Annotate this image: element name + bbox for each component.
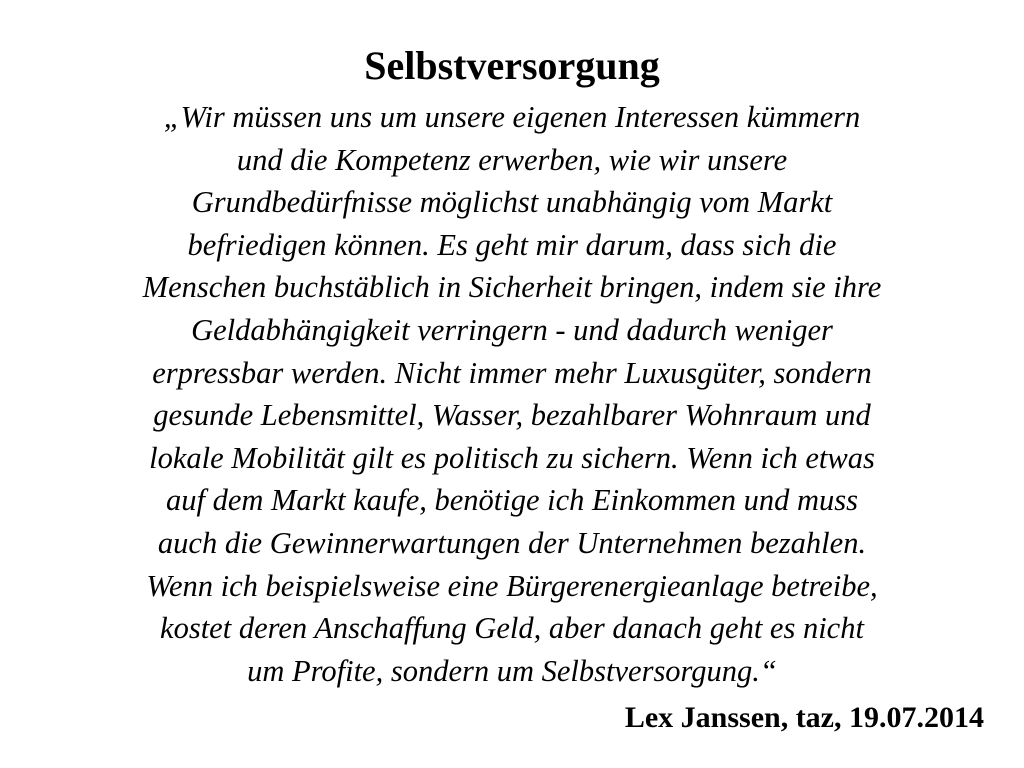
quote-line: um Profite, sondern um Selbstversorgung.“ (247, 653, 777, 688)
quote-line: Menschen buchstäblich in Sicherheit bringen, indem sie ihre (142, 270, 882, 305)
quote-line: und die Kompetenz erwerben, wie wir unsere (236, 142, 788, 177)
quote-block (30, 96, 994, 692)
quote-line: kostet deren Anschaffung Geld, aber danach geht es nicht (160, 611, 864, 646)
quote-line: Grundbedürfnisse möglichst unabhängig vom Markt (191, 185, 833, 220)
quote-attribution: Lex Janssen, taz, 19.07.2014 (624, 701, 984, 734)
quote-line: erpressbar werden. Nicht immer mehr Luxusgüter, sondern (152, 355, 872, 390)
quote-line: Geldabhängigkeit verringern - und dadurch weniger (191, 312, 833, 347)
quote-line: „Wir müssen uns um unsere eigenen Interessen kümmern (163, 100, 861, 134)
quote-line: auf dem Markt kaufe, benötige ich Einkommen und muss (165, 483, 859, 518)
quote-line: gesunde Lebensmittel, Wasser, bezahlbarer Wohnraum und (153, 398, 871, 433)
quote-line: befriedigen können. Es geht mir darum, dass sich die (187, 227, 837, 262)
slide-title: Selbstversorgung (364, 43, 660, 88)
quote-line: auch die Gewinnerwartungen der Unternehmen bezahlen. (157, 525, 867, 560)
quote-line: Wenn ich beispielsweise eine Bürgerenergieanlage betreibe, (146, 568, 878, 603)
quote-line: lokale Mobilität gilt es politisch zu sichern. Wenn ich etwas (149, 440, 875, 475)
